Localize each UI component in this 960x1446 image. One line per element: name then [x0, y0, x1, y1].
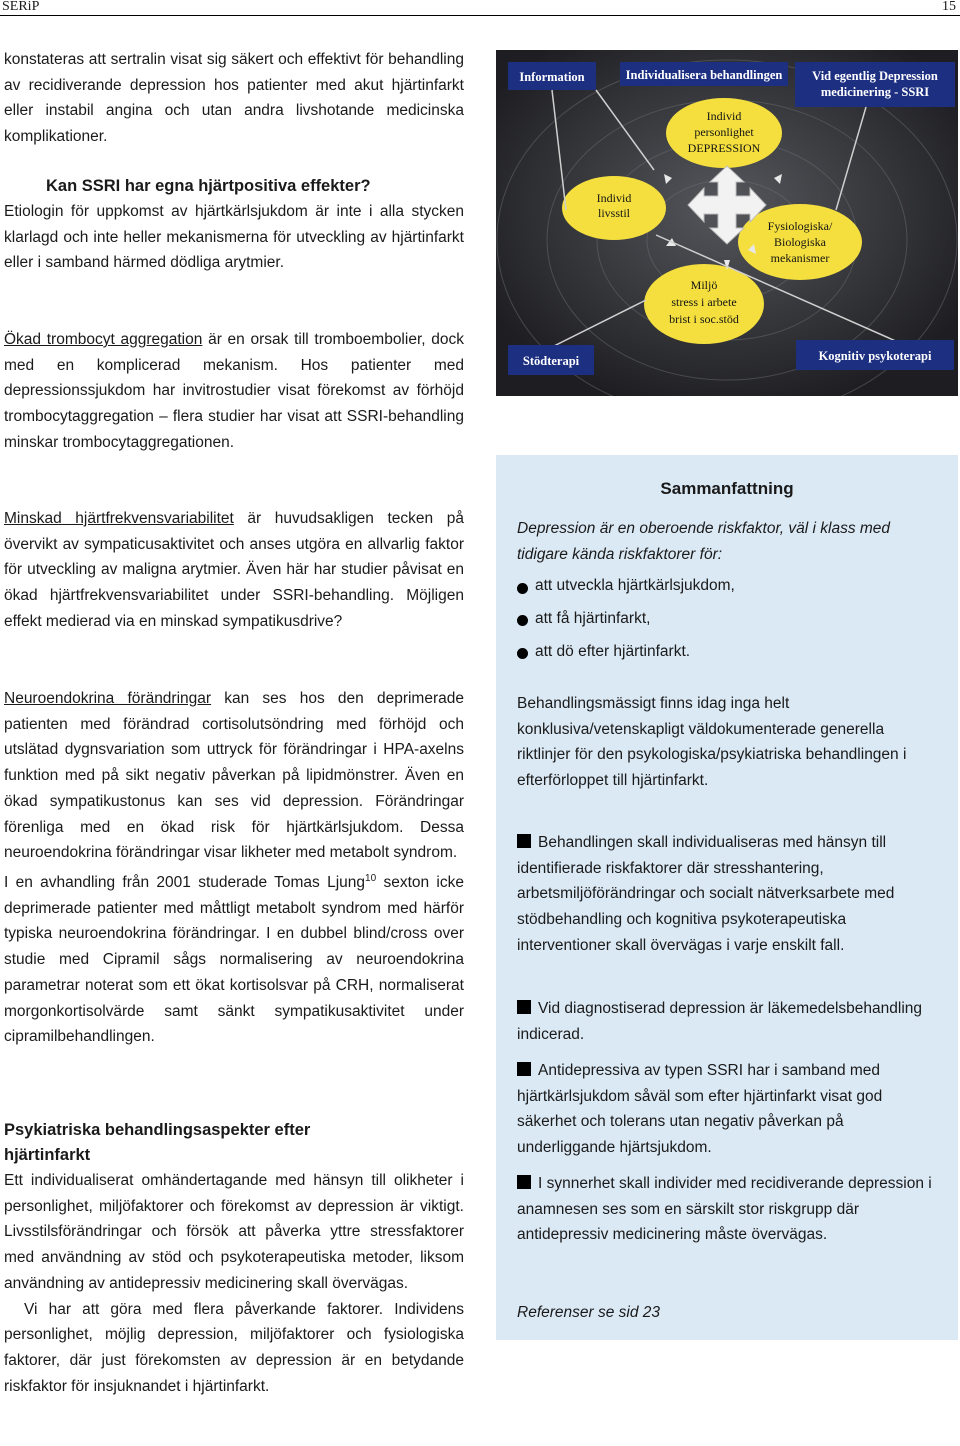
treatment-diagram: [496, 50, 958, 396]
trombocyt-lead: Ökad trombocyt aggregation: [4, 331, 203, 348]
label-individualisera: Individualisera behandlingen: [625, 68, 783, 82]
summary-bullet-1: att utveckla hjärtkärlsjukdom,: [517, 573, 937, 599]
bullet-dot-icon: [517, 615, 528, 626]
paragraph-trombocyt: Ökad trombocyt aggregation är en orsak till tromboembolier, dock med en komplicerad mekanism. Hos patienter med depressionssjukdom har invitrostudier visat förekomst av förhöjd trombocytaggregation – flera studier har visat att SSRI-behandling minskar trombocytaggregationen.: [4, 331, 464, 451]
paragraph-neuroendokrina: Neuroendokrina förändringar kan ses hos den deprimerade patienten med förändrad cortisolutsöndring med förhöjd och utslätad dygnsvariation som uttryck för förändringar i HPA-axelns funktion med på sikt negativ påverkan på lipidmönstrer. Även en ökad sympatikustonus kan ses vid depression. Förändringar förenliga med en ökad risk för hjärtkärlsjukdom. Dessa neuroendokrina förändringar visar likheter med metabolt syndrom. I en avhandling från 2001 studerade Tomas Ljung$^{10}$ sexton icke deprimerade patienter med måttligt metabolt syndrom med härför typiska neuroendokrina förändringar. I en dubbel blind/cross over studie med Cipramil sågs normalisering av neuroendokrina parametrar noterat som ett ökat kortisolsvar på CRH, normaliserat morgonkortisolvärde samt sänkt sympatikusaktivitet under cipramilbehandlingen.: [4, 686, 464, 1050]
diagram-svg: [496, 50, 958, 396]
summary-bullet-3: att dö efter hjärtinfarkt.: [517, 639, 937, 665]
summary-box: [496, 455, 958, 1340]
summary-paragraph-1: Behandlingsmässigt finns idag inga helt konklusiva/vetenskapligt väldokumenterade generella riktlinjer för den psykologiska/psykiatriska behandlingen i efterförloppet till hjärtinfarkt.: [517, 695, 907, 790]
label-vid-egentlig-1: Vid egentlig Depression: [812, 69, 938, 83]
livsstil-text-2: livsstil: [597, 206, 631, 220]
page-header: [0, 0, 960, 14]
bullet-dot-icon: [517, 648, 528, 659]
summary-references: Referenser se sid 23: [517, 1304, 661, 1321]
label-information: Information: [519, 70, 585, 84]
hjartfrekvens-lead: Minskad hjärtfrekvensvariabilitet: [4, 510, 234, 527]
fysio-text-1: Fysiologiska/: [767, 219, 833, 233]
summary-bullet-2: att få hjärtinfarkt,: [517, 606, 937, 632]
miljo-text-1: Miljö: [690, 278, 718, 292]
miljo-text-2: stress i arbete: [671, 295, 737, 309]
footnote-ref: 10: [365, 872, 377, 884]
publication-name: SERiP: [2, 0, 40, 14]
left-column: [4, 47, 464, 150]
page-number: 15: [942, 0, 956, 14]
label-stodterapi: Stödterapi: [522, 354, 580, 368]
bullet-dot-icon: [517, 583, 528, 594]
miljo-text-3: brist i soc.stöd: [669, 312, 739, 326]
fysio-text-2: Biologiska: [773, 235, 827, 249]
summary-intro: Depression är en oberoende riskfaktor, väl i klass med tidigare kända riskfaktorer för:: [517, 520, 891, 563]
summary-item-3: Antidepressiva av typen SSRI har i samband med hjärtkärlsjukdom såväl som efter hjärtinfarkt visat god säkerhet och tolerans utan negativ påverkan på underliggande hjärtsjukdom.: [517, 1062, 883, 1157]
paragraph-faktorer: Vi har att göra med flera påverkande faktorer. Individens personlighet, möjlig depression, miljöfaktorer och fysiologiska faktorer, där just förekomsten av depression är en betydande riskfaktor för insjuknandet i hjärtinfarkt.: [4, 1300, 464, 1395]
livsstil-text-1: Individ: [596, 191, 632, 205]
center-text-1: Individ: [706, 109, 742, 123]
header-rule: [0, 15, 960, 16]
square-bullet-icon: [517, 1175, 531, 1189]
summary-intro-block: [517, 516, 937, 665]
label-vid-egentlig-2: medicinering - SSRI: [820, 85, 930, 99]
paragraph-sertralin: konstateras att sertralin visat sig säkert och effektivt för behandling av recidiverande depression hos patienter med akut hjärtinfarkt eller instabil angina och utan andra livshotande medicinska komplikationer.: [4, 51, 464, 146]
center-text-3: DEPRESSION: [687, 141, 761, 155]
summary-item-1: Behandlingen skall individualiseras med hänsyn till identifierade riskfaktorer där stresshantering, arbetsmiljöförändringar och socialt nätverksarbete med stödbehandling och kognitiva psykoterapeutiska interventioner skall övervägas i varje enskilt fall.: [517, 834, 895, 954]
paragraph-avhandling: I en avhandling från 2001 studerade Tomas Ljung$^{10}$ sexton icke deprimerade patienter med måttligt metabolt syndrom med härför typiska neuroendokrina förändringar. I en dubbel blind/cross over studie med Cipramil sågs normalisering av neuroendokrina parametrar noterat som ett ökat kortisolsvar på CRH, normaliserat morgonkortisolvärde samt sänkt sympatikusaktivitet under cipramilbehandlingen.: [4, 872, 464, 1046]
summary-item-4: I synnerhet skall individer med recidiverande depression i anamnesen ses som en särskilt stor riskgrupp där antidepressiv medicinering måste övervägas.: [517, 1175, 932, 1244]
square-bullet-icon: [517, 1000, 531, 1014]
paragraph-hjartfrekvens: Minskad hjärtfrekvensvariabilitet är huvudsakligen tecken på övervikt av sympaticusaktivitet och anses utgöra en allvarlig faktor för utveckling av maligna arytmier. Även här har studier påvisat en ökad hjärtfrekvensvariabilitet under SSRI-behandling. Möjligen effekt medierad via en minskad sympatikusdrive?: [4, 510, 464, 630]
center-text-2: personlighet: [694, 125, 754, 139]
fysio-text-3: mekanismer: [770, 251, 830, 265]
label-kognitiv: Kognitiv psykoterapi: [818, 349, 932, 363]
heading-ssri: Kan SSRI har egna hjärtpositiva effekter?: [46, 177, 371, 195]
square-bullet-icon: [517, 834, 531, 848]
heading-psykiatriska: Psykiatriska behandlingsaspekter efter hjärtinfarkt: [4, 1121, 311, 1164]
paragraph-individualiserat: Ett individualiserat omhändertagande med hänsyn till olikheter i personlighet, miljöfaktorer och förekomst av depression är viktigt. Livsstilsförändringar och försök att påverka yttre stressfaktorer med användning av stöd och psykoterapeutiska metoder, liksom användning av antidepressiv medicinering skall övervägas. Vi har att göra med flera påverkande faktorer. Individens personlighet, möjlig depression, miljöfaktorer och fysiologiska faktorer, där just förekomsten av depression är en betydande riskfaktor för insjuknandet i hjärtinfarkt.: [4, 1168, 464, 1399]
paragraph-etiologi: Etiologin för uppkomst av hjärtkärlsjukdom är inte i alla stycken klarlagd och inte heller mekanismerna för utveckling av hjärtinfarkt eller i samband härmed dödliga arytmier.: [4, 203, 464, 272]
neuroendokrina-lead: Neuroendokrina förändringar: [4, 690, 212, 707]
square-bullet-icon: [517, 1062, 531, 1076]
summary-item-2: Vid diagnostiserad depression är läkemedelsbehandling indicerad.: [517, 1000, 923, 1043]
summary-title: Sammanfattning: [660, 479, 794, 498]
